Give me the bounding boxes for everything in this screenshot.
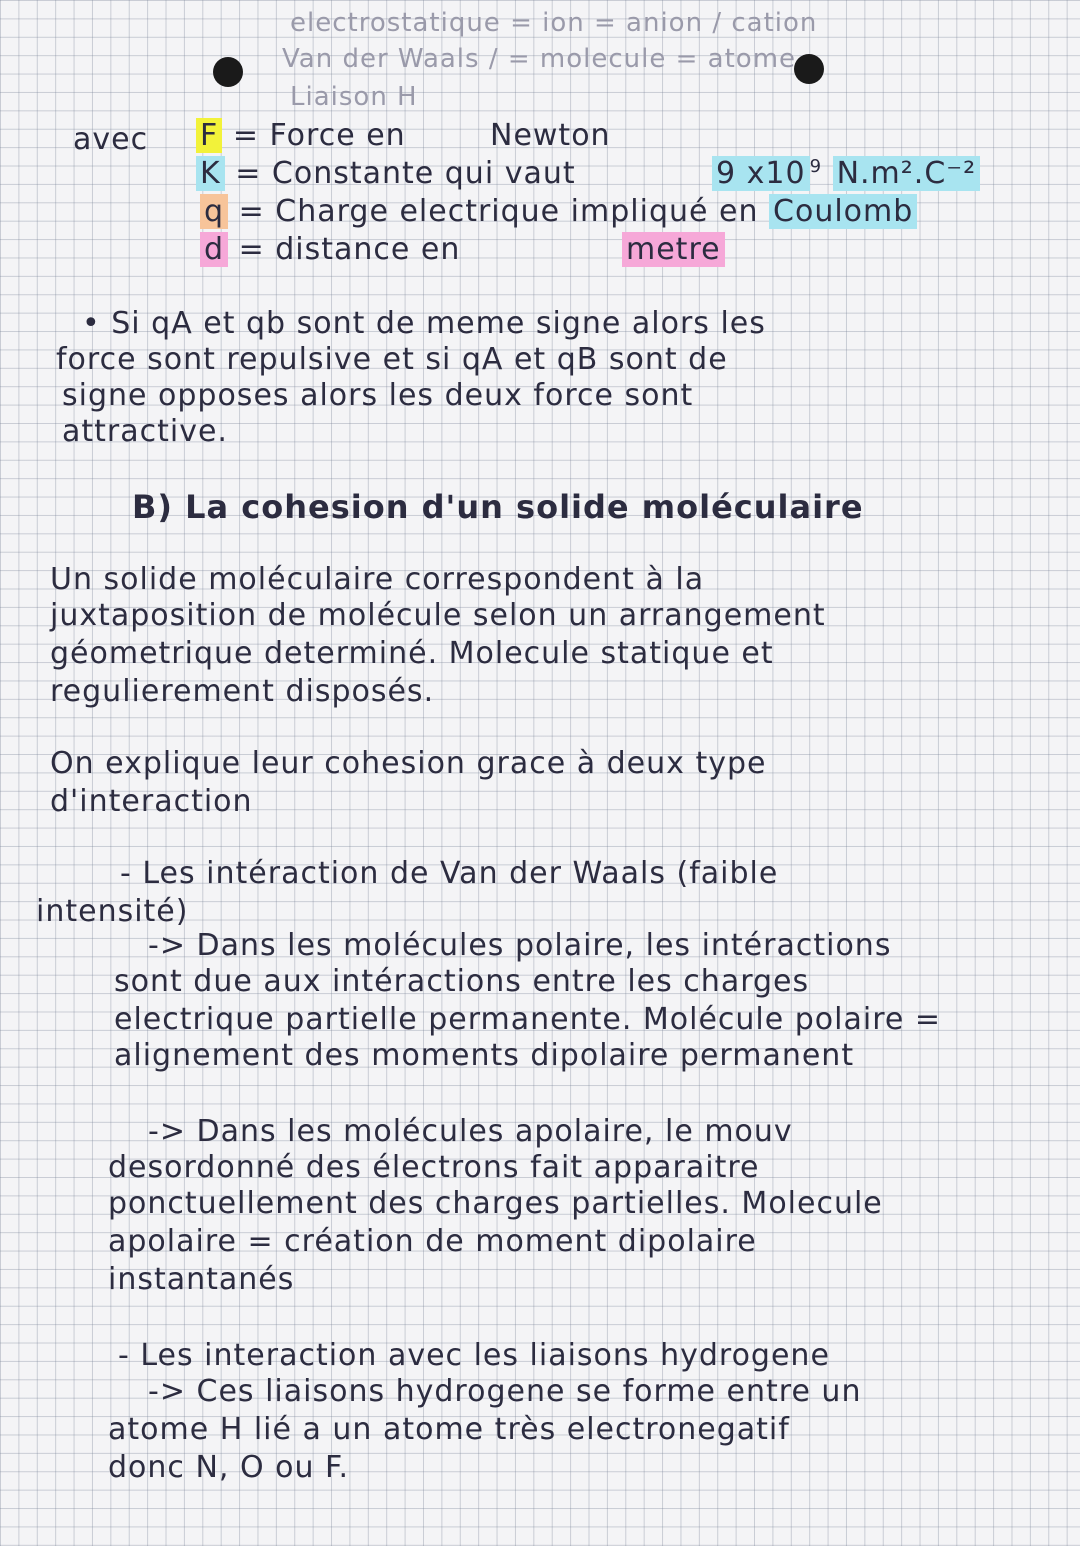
header-note-2: Van der Waals / = molecule = atome [282, 44, 797, 74]
var-d-symbol: d [200, 232, 228, 267]
explain-line-2: d'interaction [50, 784, 253, 819]
definition-line-4: regulierement disposés. [50, 674, 435, 709]
definition-line-3: géometrique determiné. Molecule statique et [50, 636, 774, 671]
signs-line-4: attractive. [62, 414, 228, 449]
binder-hole-left [213, 57, 243, 87]
vdw-line-3: -> Dans les molécules polaire, les intéractions [148, 928, 892, 963]
var-f-symbol: F [196, 118, 222, 153]
var-k-row [196, 156, 576, 191]
apolar-line-1: -> Dans les molécules apolaire, le mouv [148, 1114, 793, 1149]
header-note-3: Liaison H [290, 82, 418, 112]
vdw-line-6: alignement des moments dipolaire permanent [114, 1038, 855, 1073]
var-k-symbol: K [196, 156, 225, 191]
signs-line-1: • Si qA et qb sont de meme signe alors les [82, 306, 766, 341]
var-f-def: = Force en [232, 118, 406, 153]
vdw-line-1: - Les intéraction de Van der Waals (faible [120, 856, 779, 891]
explain-line-1: On explique leur cohesion grace à deux type [50, 746, 767, 781]
var-k-unit: N.m².C⁻² [833, 156, 981, 191]
var-f-unit: Newton [490, 118, 611, 153]
definition-line-2: juxtaposition de molécule selon un arrangement [50, 598, 826, 633]
var-k-def: = Constante qui vaut [235, 156, 576, 191]
var-k-exp: 9 [809, 156, 823, 177]
hbond-line-3: atome H lié a un atome très electronegatif [108, 1412, 790, 1447]
var-d-unit [622, 232, 725, 267]
apolar-line-3: ponctuellement des charges partielles. Molecule [108, 1186, 883, 1221]
signs-line-2: force sont repulsive et si qA et qB sont de [56, 342, 728, 377]
var-q-unit: Coulomb [769, 194, 917, 229]
var-k-value [712, 156, 980, 191]
var-k-value-text: 9 x10 [712, 156, 810, 191]
vdw-line-5: electrique partielle permanente. Molécule polaire = [114, 1002, 942, 1037]
hbond-line-4: donc N, O ou F. [108, 1450, 349, 1485]
binder-hole-right [794, 54, 824, 84]
var-q-symbol: q [200, 194, 228, 229]
var-d-unit-text: metre [622, 232, 725, 267]
var-q-def: = Charge electrique impliqué en [238, 194, 759, 229]
definition-line-1: Un solide moléculaire correspondent à la [50, 562, 705, 597]
var-d-row [200, 232, 460, 267]
apolar-line-4: apolaire = création de moment dipolaire [108, 1224, 757, 1259]
vdw-line-2: intensité) [36, 894, 189, 929]
vdw-line-4: sont due aux intéractions entre les charges [114, 964, 810, 999]
hbond-line-2: -> Ces liaisons hydrogene se forme entre un [148, 1374, 862, 1409]
var-q-row [200, 194, 917, 229]
var-d-def: = distance en [238, 232, 461, 267]
section-b-title: B) La cohesion d'un solide moléculaire [132, 488, 864, 526]
avec-label: avec [73, 122, 149, 157]
signs-line-3: signe opposes alors les deux force sont [62, 378, 694, 413]
hbond-line-1: - Les interaction avec les liaisons hydrogene [118, 1338, 830, 1373]
apolar-line-2: desordonné des électrons fait apparaitre [108, 1150, 760, 1185]
apolar-line-5: instantanés [108, 1262, 295, 1297]
header-note-1: electrostatique = ion = anion / cation [290, 8, 818, 38]
var-f-row [196, 118, 406, 153]
